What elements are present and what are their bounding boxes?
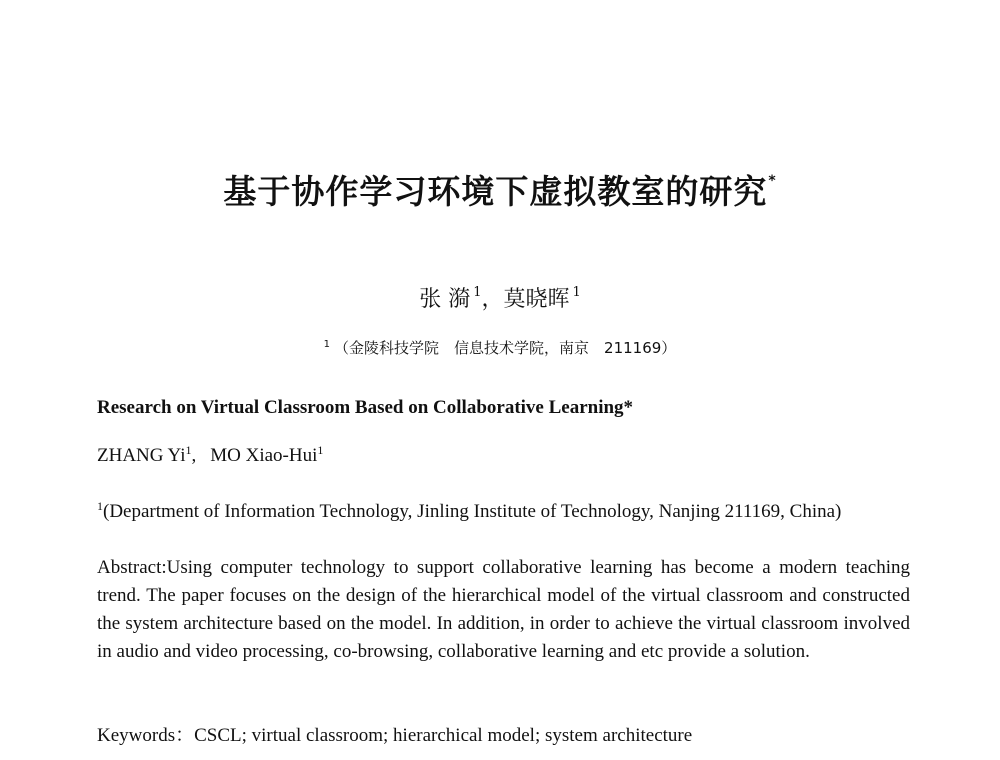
chinese-authors: [0, 282, 1000, 313]
chinese-author-1: 张 漪: [419, 287, 471, 312]
english-author-1-affil-mark: 1: [185, 443, 192, 457]
english-author-1: ZHANG Yi: [97, 445, 186, 466]
english-author-2-affil-mark: 1: [317, 443, 324, 457]
chinese-affiliation-text: （金陵科技学院 信息技术学院，南京 211169）: [334, 339, 677, 357]
chinese-author-separator: ，: [481, 287, 504, 312]
chinese-author-2-affil-mark: 1: [572, 285, 581, 300]
english-affil-mark: 1: [97, 499, 103, 513]
english-title: Research on Virtual Classroom Based on Collaborative Learning*: [97, 397, 634, 418]
title-footnote-mark: *: [768, 173, 777, 189]
chinese-affil-mark: 1: [323, 339, 331, 350]
english-author-separator: ,: [191, 445, 197, 466]
chinese-affiliation: [0, 337, 1000, 358]
english-affiliation: [97, 499, 910, 523]
english-author-2: MO Xiao-Hui: [210, 445, 318, 466]
keywords: Keywords：CSCL; virtual classroom; hierarchical model; system architecture: [97, 725, 693, 746]
chinese-title: [0, 166, 1000, 213]
english-authors: [97, 443, 910, 467]
chinese-author-1-affil-mark: 1: [473, 285, 482, 300]
english-affiliation-text: (Department of Information Technology, Jinling Institute of Technology, Nanjing 211169, China): [103, 501, 842, 522]
abstract: Abstract:Using computer technology to support collaborative learning has become a modern teaching trend. The paper focuses on the design of the hierarchical model of the virtual classroom and constructed the system architecture based on the model. In addition, in order to achieve the virtual classroom involved in audio and video processing, co-browsing, collaborative learning and etc provide a solution.: [97, 557, 910, 662]
chinese-author-2: 莫晓晖: [503, 287, 570, 312]
chinese-title-text: 基于协作学习环境下虚拟教室的研究: [223, 172, 768, 211]
